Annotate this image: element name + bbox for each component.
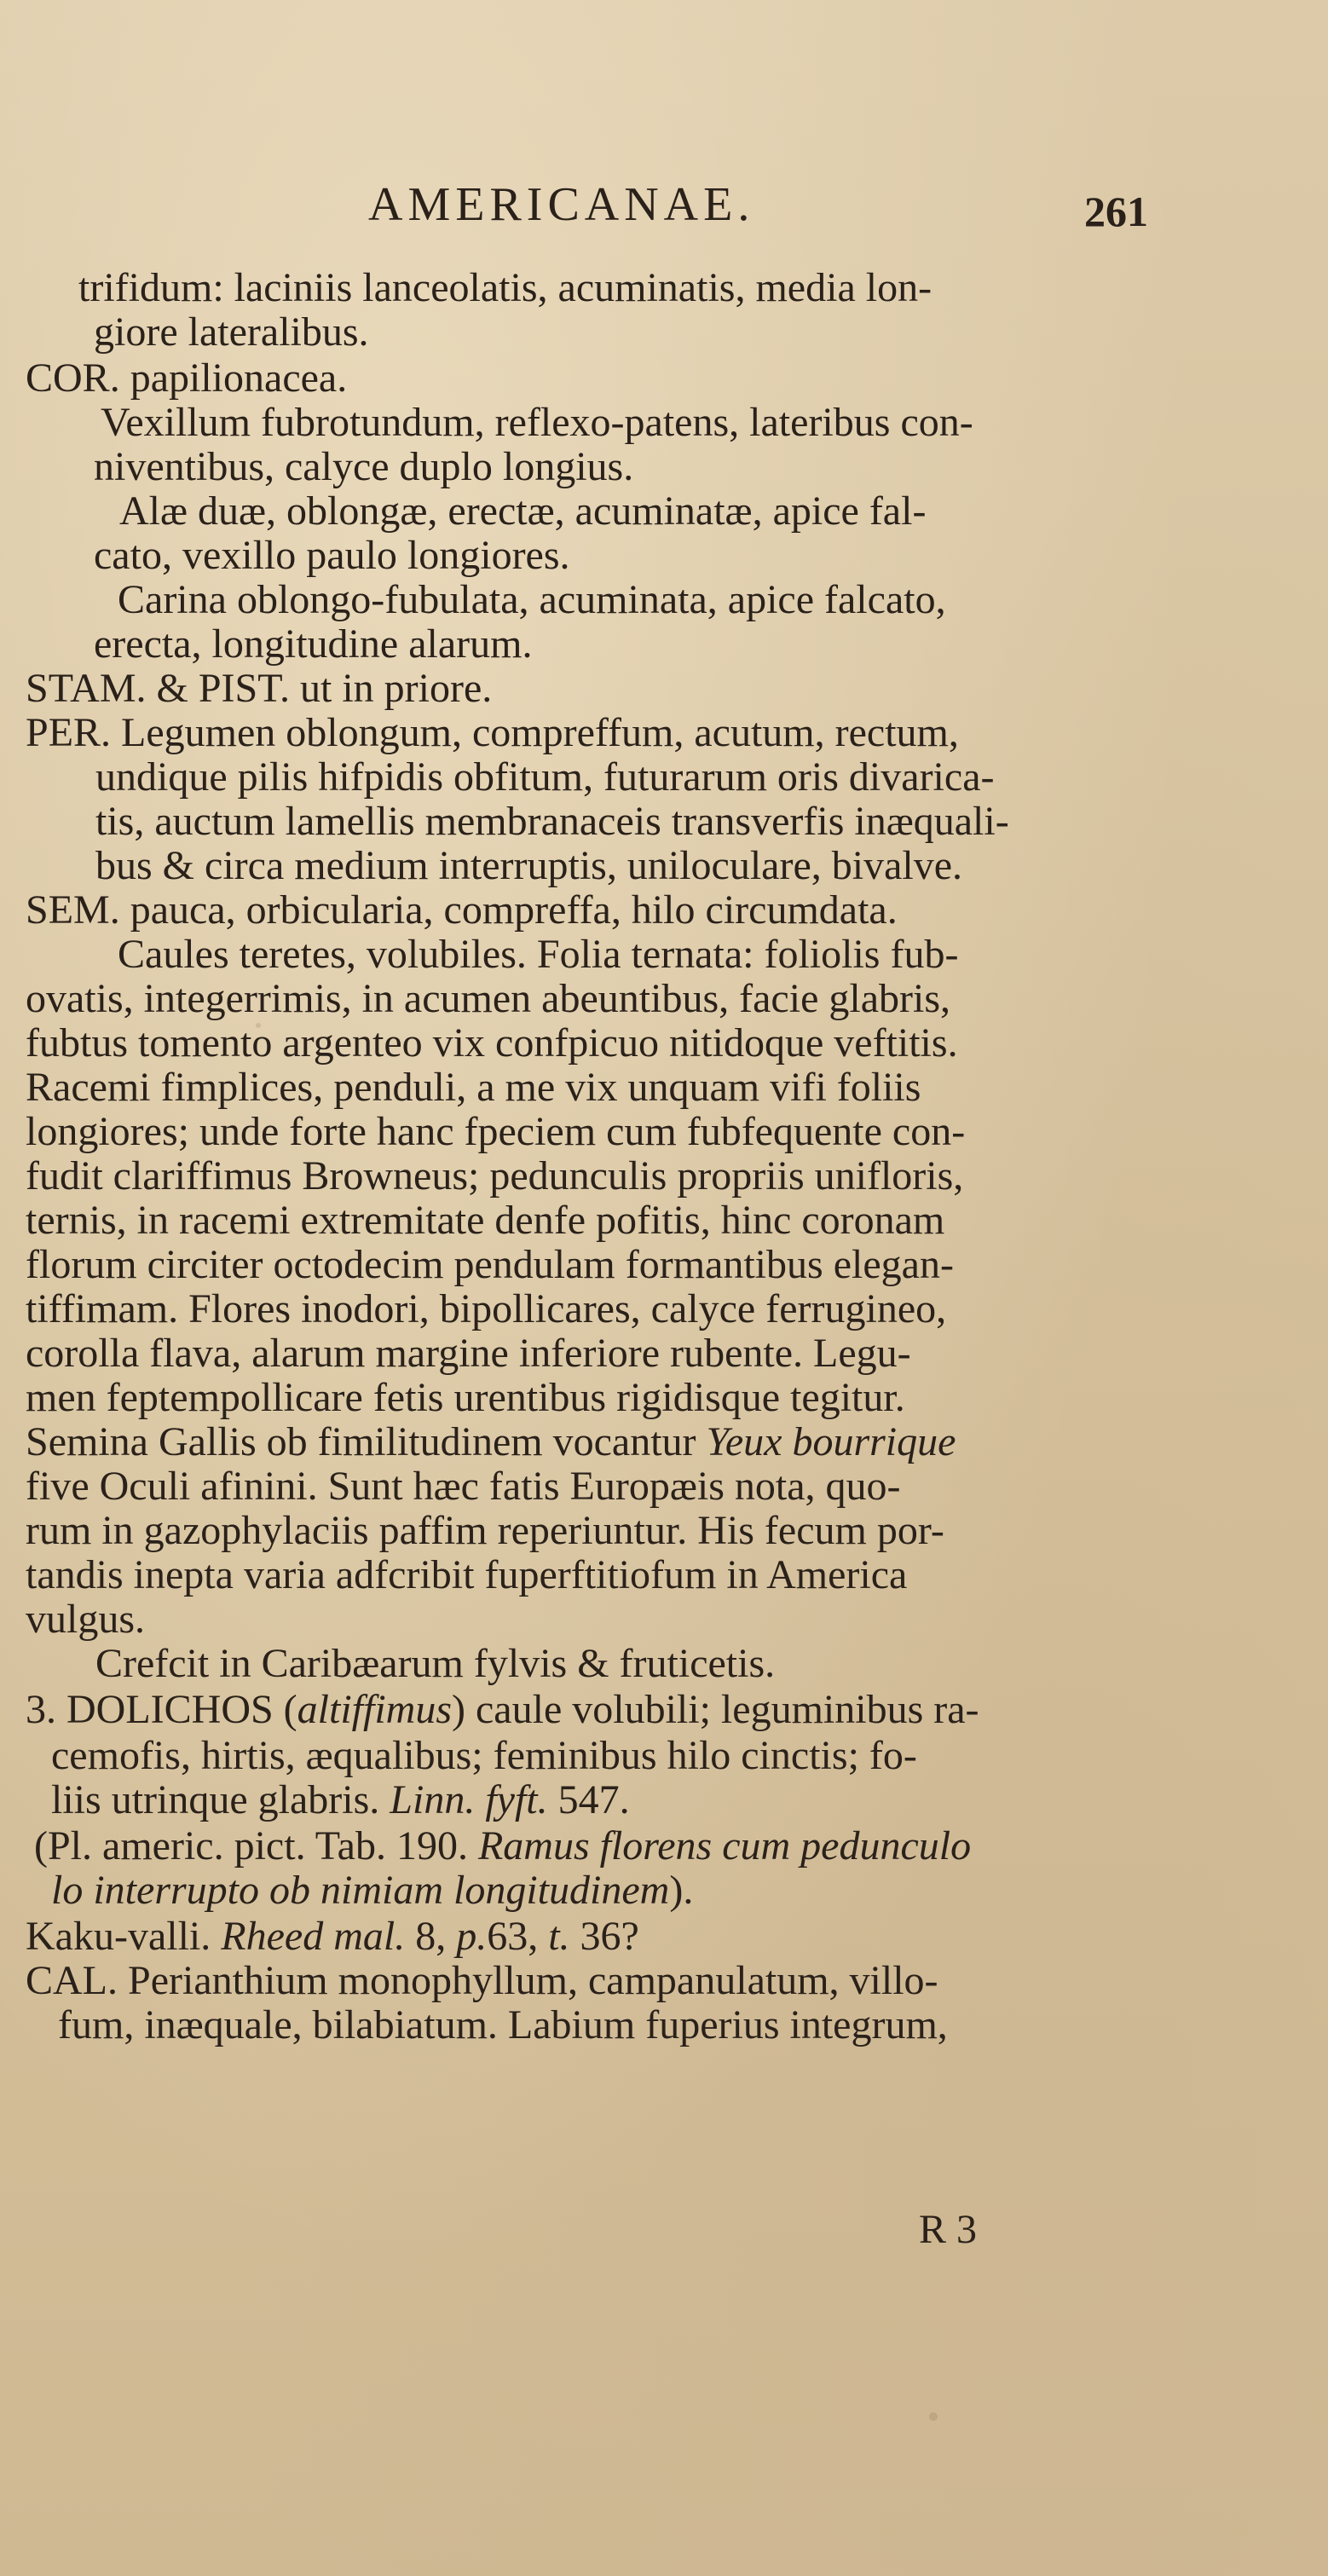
text-segment: cato, vexillo paulo longiores.	[94, 533, 570, 578]
text-line	[26, 355, 347, 402]
text-segment: t.	[548, 1914, 570, 1959]
text-segment: cemofis, hirtis, æqualibus; feminibus hilo cinctis; fo-	[51, 1733, 917, 1778]
text-segment: 547.	[547, 1777, 630, 1822]
text-segment: Carina oblongo-fubulata, acuminata, apice falcato,	[118, 577, 946, 622]
text-line	[26, 1913, 639, 1961]
text-segment: vulgus.	[26, 1597, 146, 1642]
text-line	[95, 842, 962, 890]
text-line	[26, 1463, 901, 1510]
text-segment: Rheed mal.	[221, 1914, 406, 1959]
text-line	[26, 1197, 944, 1245]
text-segment: Yeux bourrique	[706, 1419, 956, 1464]
text-segment: fubtus tomento argenteo vix confpicuo nitidoque veftitis.	[26, 1020, 958, 1066]
text-line	[26, 665, 492, 713]
text-line	[26, 1241, 954, 1289]
text-line	[26, 1418, 956, 1466]
text-segment: ).	[669, 1868, 694, 1913]
text-segment: STAM. & PIST.	[26, 666, 290, 711]
text-segment: Caules teretes, volubiles. Folia ternata: foliolis fub-	[118, 932, 959, 977]
text-line	[26, 1686, 979, 1734]
text-line	[26, 1285, 946, 1333]
text-line	[26, 1330, 911, 1378]
text-segment: 8,	[405, 1914, 457, 1959]
text-line	[26, 1064, 921, 1112]
text-line	[94, 532, 570, 580]
text-segment: florum circiter octodecim pendulam formantibus elegan-	[26, 1242, 954, 1287]
text-segment: Crefcit in Caribæarum fylvis & fruticetis.	[95, 1641, 776, 1686]
text-line	[78, 264, 932, 312]
text-segment: Semina Gallis ob fimilitudinem vocantur	[26, 1419, 707, 1464]
text-segment: Linn. fyft.	[390, 1777, 548, 1822]
text-line	[26, 1551, 907, 1599]
page-number: 261	[1084, 188, 1148, 235]
text-line	[119, 488, 926, 535]
text-segment: COR.	[26, 355, 120, 401]
text-segment: ternis, in racemi extremitate denfe pofitis, hinc coronam	[26, 1198, 945, 1243]
text-segment: Racemi fimplices, penduli, a me vix unquam vifi foliis	[26, 1065, 921, 1110]
text-segment: Kaku-valli.	[26, 1914, 222, 1959]
text-segment: (Pl. americ. pict. Tab. 190.	[34, 1823, 478, 1868]
text-line	[34, 1822, 971, 1870]
text-line	[94, 621, 532, 668]
text-segment: p.	[456, 1914, 488, 1959]
text-segment: SEM.	[26, 887, 120, 933]
text-line	[118, 931, 958, 979]
text-line	[26, 1108, 965, 1156]
text-line	[26, 975, 950, 1023]
text-line	[26, 1374, 905, 1422]
text-segment: lo interrupto ob nimiam longitudinem	[51, 1868, 670, 1913]
text-segment: 3. DOLICHOS (	[26, 1687, 297, 1732]
text-line	[51, 1867, 693, 1915]
text-line	[26, 1957, 938, 2005]
text-segment: ovatis, integerrimis, in acumen abeuntibus, facie glabris,	[26, 976, 951, 1021]
text-segment: rum in gazophylaciis paffim reperiuntur. His fecum por-	[26, 1508, 944, 1553]
text-line	[51, 1732, 917, 1780]
text-segment: Legumen oblongum, compreffum, acutum, rectum,	[111, 710, 959, 755]
text-segment: altiffimus	[297, 1687, 453, 1732]
text-line	[26, 709, 959, 757]
text-segment: tis, auctum lamellis membranaceis transverfis inæquali-	[95, 799, 1009, 844]
text-segment: Perianthium monophyllum, campanulatum, villo-	[118, 1958, 938, 2003]
text-segment: undique pilis hifpidis obfitum, futurarum oris divarica-	[95, 754, 995, 800]
text-segment: tandis inepta varia adfcribit fuperftitiofum in America	[26, 1552, 908, 1597]
text-segment: Alæ duæ, oblongæ, erectæ, acuminatæ, apice fal-	[119, 488, 927, 534]
signature-mark: R 3	[919, 2207, 978, 2252]
text-segment: erecta, longitudine alarum.	[94, 621, 533, 667]
text-segment: men feptempollicare fetis urentibus rigidisque tegitur.	[26, 1375, 905, 1420]
text-segment: fudit clariffimus Browneus; pedunculis propriis unifloris,	[26, 1153, 964, 1198]
text-line	[26, 1507, 944, 1555]
text-segment: trifidum: laciniis lanceolatis, acuminatis, media lon-	[78, 265, 932, 310]
text-segment: Vexillum fubrotundum, reflexo-patens, lateribus con-	[101, 400, 973, 445]
text-line	[94, 309, 369, 356]
text-segment: tiffimam. Flores inodori, bipollicares, calyce ferrugineo,	[26, 1286, 947, 1331]
text-segment: longiores; unde forte hanc fpeciem cum fubfequente con-	[26, 1109, 966, 1154]
text-segment: corolla flava, alarum margine inferiore rubente. Legu-	[26, 1331, 911, 1376]
text-segment: CAL.	[26, 1958, 118, 2003]
text-line	[58, 2001, 948, 2049]
text-segment: bus & circa medium interruptis, uniloculare, bivalve.	[95, 843, 963, 888]
text-line	[26, 1152, 963, 1200]
text-line	[94, 443, 633, 491]
text-segment: niventibus, calyce duplo longius.	[94, 444, 634, 489]
text-line	[26, 1019, 958, 1067]
foxing-spot	[929, 2412, 938, 2421]
text-line	[51, 1776, 630, 1824]
text-segment: five Oculi afinini. Sunt hæc fatis Europæis nota, quo-	[26, 1464, 901, 1509]
text-segment: giore lateralibus.	[94, 309, 369, 355]
text-line	[95, 798, 1009, 846]
text-segment: Ramus florens cum pedunculo	[477, 1823, 972, 1868]
text-segment: 63,	[487, 1914, 549, 1959]
text-segment: PER.	[26, 710, 112, 755]
text-segment: ) caule volubili; leguminibus ra-	[452, 1687, 979, 1732]
text-line	[101, 399, 973, 447]
text-line	[118, 576, 946, 624]
text-segment: liis utrinque glabris.	[51, 1777, 390, 1822]
text-segment: 36?	[569, 1914, 639, 1959]
text-segment: pauca, orbicularia, compreffa, hilo circumdata.	[119, 887, 898, 933]
text-line	[95, 1640, 775, 1688]
running-header: AMERICANAE.	[368, 178, 755, 231]
text-segment: ut in priore.	[289, 666, 493, 711]
text-segment: fum, inæquale, bilabiatum. Labium fuperius integrum,	[58, 2002, 948, 2048]
text-line	[26, 1596, 145, 1643]
text-line	[26, 887, 898, 934]
text-line	[95, 754, 994, 801]
text-segment: papilionacea.	[119, 355, 348, 401]
